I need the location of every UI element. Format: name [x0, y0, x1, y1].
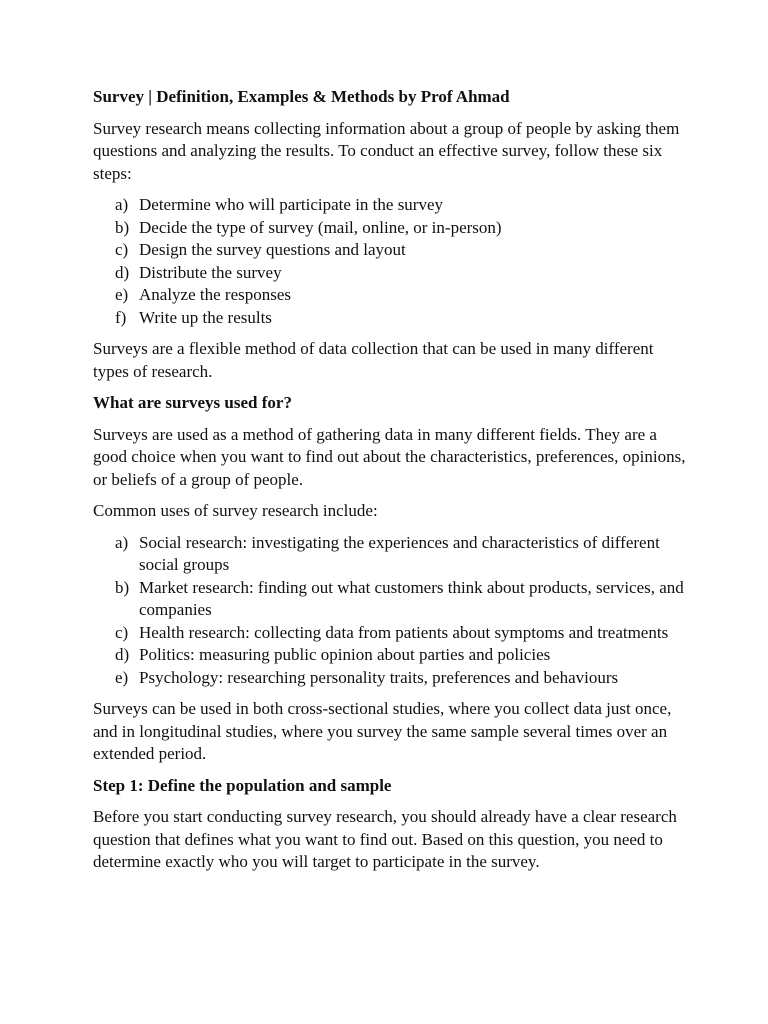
- uses-heading: What are surveys used for?: [93, 393, 292, 412]
- intro-paragraph: Survey research means collecting information about a group of people by asking them questions and analyzing the results. To conduct an effective survey, follow these six steps:: [93, 118, 680, 183]
- list-item: [93, 262, 693, 285]
- list-item: [93, 644, 693, 667]
- list-item: [93, 577, 693, 622]
- common-uses-paragraph: Common uses of survey research include:: [93, 501, 378, 520]
- list-item: [93, 307, 693, 330]
- list-item-text: Distribute the survey: [139, 262, 282, 282]
- list-marker: c): [115, 240, 129, 259]
- list-marker: a): [115, 532, 129, 552]
- step1-paragraph: Before you start conducting survey research, you should already have a clear research question that defines what you want to find out. Based on this question, you need to determine exactly who you will target to participate in the survey.: [93, 807, 677, 871]
- list-item: [93, 667, 693, 690]
- list-item: [93, 239, 693, 262]
- step1-heading: Step 1: Define the population and sample: [93, 775, 392, 795]
- list-item-text: Social research: investigating the experiences and characteristics of different social groups: [139, 532, 660, 574]
- list-item: [93, 194, 693, 217]
- list-marker: b): [115, 217, 130, 237]
- list-marker: d): [115, 645, 130, 664]
- list-marker: b): [115, 577, 130, 597]
- list-item-text: Market research: finding out what customers think about products, services, and companies: [139, 577, 684, 619]
- list-marker: d): [115, 262, 130, 282]
- list-marker: e): [115, 285, 129, 304]
- list-marker: c): [115, 622, 129, 642]
- document-title: Survey | Definition, Examples & Methods by Prof Ahmad: [93, 87, 510, 106]
- list-item-text: Decide the type of survey (mail, online, or in-person): [139, 217, 502, 237]
- list-marker: e): [115, 667, 129, 687]
- list-item: [93, 622, 693, 645]
- flexible-paragraph: Surveys are a flexible method of data collection that can be used in many different types of research.: [93, 339, 654, 381]
- studies-paragraph: Surveys can be used in both cross-sectional studies, where you collect data just once, and in longitudinal studies, where you survey the same sample several times over an extended period.: [93, 699, 672, 763]
- document-content: [93, 86, 693, 883]
- list-item: [93, 532, 693, 577]
- uses-paragraph: Surveys are used as a method of gathering data in many different fields. They are a good choice when you want to find out about the characteristics, preferences, opinions, or beliefs of a group of people.: [93, 424, 686, 489]
- list-item-text: Health research: collecting data from patients about symptoms and treatments: [139, 622, 669, 642]
- steps-list: [93, 194, 693, 329]
- list-item-text: Psychology: researching personality traits, preferences and behaviours: [139, 667, 619, 687]
- list-marker: f): [115, 307, 127, 327]
- list-item: [93, 284, 693, 307]
- list-item: [93, 217, 693, 240]
- list-item-text: Politics: measuring public opinion about parties and policies: [139, 645, 551, 664]
- list-item-text: Determine who will participate in the survey: [139, 195, 444, 214]
- list-marker: a): [115, 195, 129, 214]
- list-item-text: Analyze the responses: [139, 285, 292, 304]
- list-item-text: Write up the results: [139, 307, 272, 327]
- uses-list: [93, 532, 693, 690]
- list-item-text: Design the survey questions and layout: [139, 240, 406, 259]
